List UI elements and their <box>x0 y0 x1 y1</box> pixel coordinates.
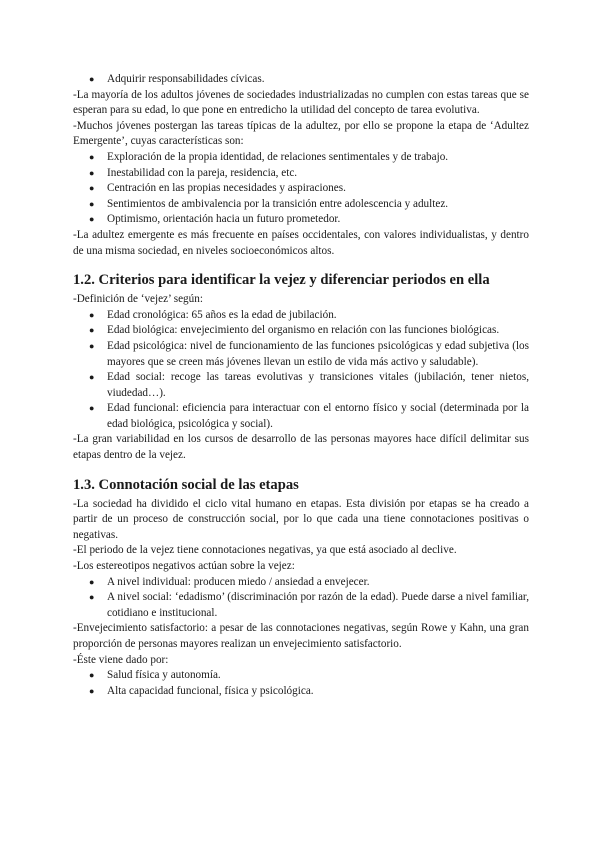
list-item: ● Exploración de la propia identidad, de relaciones sentimentales y de trabajo. <box>73 150 529 166</box>
bullet-icon: ● <box>89 372 95 383</box>
bullet-icon: ● <box>89 74 95 84</box>
paragraph: -La adultez emergente es más frecuente en países occidentales, con valores individualistas, y dentro de una misma sociedad, en niveles socioeconómicos altos. <box>73 228 529 257</box>
bullet-list-age-definitions <box>73 308 529 433</box>
paragraph: -La gran variabilidad en los cursos de desarrollo de las personas mayores hace difícil delimitar sus etapas dentro de la vejez. <box>73 433 529 462</box>
list-item: ● Salud física y autonomía. <box>73 668 529 684</box>
list-item: ● Alta capacidad funcional, física y psicológica. <box>73 684 529 700</box>
bullet-icon: ● <box>89 214 95 225</box>
paragraph: -La sociedad ha dividido el ciclo vital humano en etapas. Esta división por etapas se ha creado a partir de un proceso de construcción social, por lo que cada una tiene connotaciones positivas o negativas. <box>73 497 529 541</box>
bullet-icon: ● <box>89 167 95 178</box>
bullet-icon: ● <box>89 309 95 320</box>
list-item: ● Sentimientos de ambivalencia por la transición entre adolescencia y adultez. <box>73 197 529 213</box>
list-item: ● A nivel individual: producen miedo / ansiedad a envejecer. <box>73 575 529 591</box>
bullet-list-emerging-adulthood <box>73 150 529 228</box>
bullet-list-stereotypes <box>73 575 529 622</box>
bullet-list-successful-aging <box>73 668 529 699</box>
bullet-icon: ● <box>89 403 95 414</box>
section-heading: 1.2. Criterios para identificar la vejez y diferenciar periodos en ella <box>73 272 490 289</box>
list-item: ● A nivel social: ‘edadismo’ (discriminación por razón de la edad). Puede darse a nivel familiar, cotidiano e institucional. <box>89 591 529 619</box>
list-item: ● Optimismo, orientación hacia un futuro prometedor. <box>73 212 529 228</box>
bullet-icon: ● <box>89 576 95 587</box>
bullet-icon: ● <box>89 670 95 681</box>
bullet-icon: ● <box>89 198 95 209</box>
paragraph: -Muchos jóvenes postergan las tareas típicas de la adultez, por ello se propone la etapa de ‘Adultez Emergente’, cuyas características son: <box>73 119 529 148</box>
bullet-icon: ● <box>89 183 95 194</box>
bullet-icon: ● <box>89 340 95 351</box>
paragraph: -Éste viene dado por: <box>73 653 169 666</box>
list-item: ● Inestabilidad con la pareja, residencia, etc. <box>73 166 529 182</box>
section-heading: 1.3. Connotación social de las etapas <box>73 476 299 493</box>
paragraph: -Los estereotipos negativos actúan sobre la vejez: <box>73 560 295 573</box>
list-item: ● Edad cronológica: 65 años es la edad de jubilación. <box>73 308 529 324</box>
bullet-icon: ● <box>89 325 95 336</box>
list-item: ● Edad social: recoge las tareas evolutivas y transiciones vitales (jubilación, tener nietos, viudedad…). <box>89 371 529 399</box>
list-item: ● Edad funcional: eficiencia para interactuar con el entorno físico y social (determinada por la edad biológica, psicológica y social). <box>89 402 529 430</box>
paragraph: -Envejecimiento satisfactorio: a pesar de las connotaciones negativas, según Rowe y Kahn, una gran proporción de personas mayores realizan un envejecimiento satisfactorio. <box>73 622 529 650</box>
bullet-icon: ● <box>89 685 95 696</box>
page-content <box>73 72 529 699</box>
paragraph: -La mayoría de los adultos jóvenes de sociedades industrializadas no cumplen con estas tareas que se esperan para su edad, lo que pone en entredicho la utilidad del concepto de tarea evolutiva. <box>73 88 529 117</box>
bullet-icon: ● <box>89 592 95 603</box>
bullet-icon: ● <box>89 151 95 162</box>
paragraph: -El periodo de la vejez tiene connotaciones negativas, ya que está asociado al declive. <box>73 544 457 557</box>
list-item: ● Centración en las propias necesidades y aspiraciones. <box>73 181 529 197</box>
bullet-list-top <box>73 72 529 88</box>
paragraph: -Definición de ‘vejez’ según: <box>73 293 203 306</box>
list-item: ● Edad psicológica: nivel de funcionamiento de las funciones psicológicas y edad subjetiva (los mayores que se creen más jóvenes llevan un estilo de vida más activo y saludable). <box>89 339 529 368</box>
list-item: ● Edad biológica: envejecimiento del organismo en relación con las funciones biológicas. <box>73 323 529 339</box>
list-item: ● Adquirir responsabilidades cívicas. <box>73 72 529 88</box>
